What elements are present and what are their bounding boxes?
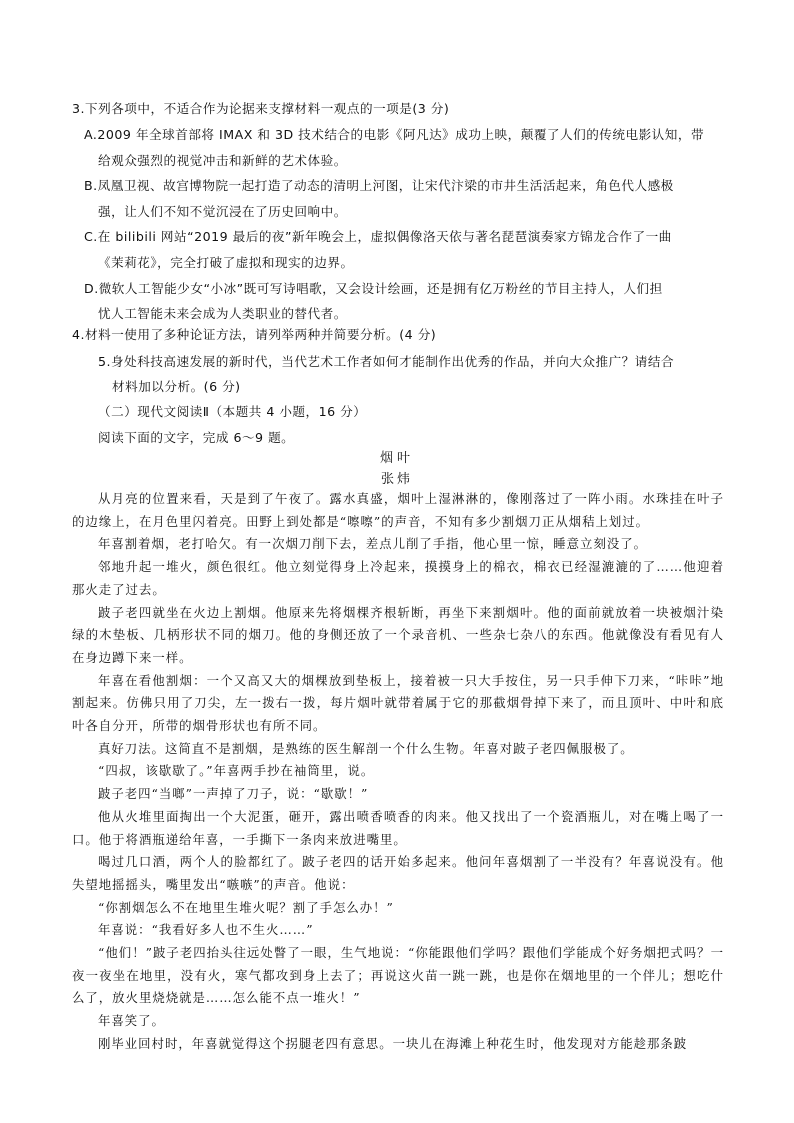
story-paragraph: 从月亮的位置来看，天是到了午夜了。露水真盛，烟叶上湿淋淋的，像刚落过了一阵小雨。水珠挂在叶子的边缘上，在月色里闪着亮。田野上到处都是“嚓嚓”的声音，不知有多少割烟刀正从烟秸上划过。 [72, 491, 724, 529]
story-dialogue: “你割烟怎么不在地里生堆火呢？割了手怎么办！” [98, 899, 394, 915]
question-3-option-b-continued: 强，让人们不知不觉沉浸在了历史回响中。 [98, 204, 347, 219]
story-paragraph: 喝过几口酒，两个人的脸都红了。跛子老四的话开始多起来。他问年喜烟割了一半没有？年喜说没有。他失望地摇摇头，嘴里发出“嗾嗾”的声音。他说： [72, 854, 724, 892]
story-paragraph: 年喜笑了。 [98, 1013, 165, 1029]
question-4: 4.材料一使用了多种论证方法，请列举两种并简要分析。(4 分) [72, 327, 437, 342]
story-body [72, 488, 724, 1056]
question-3-option-a-continued: 给观众强烈的视觉冲击和新鲜的艺术体验。 [98, 153, 347, 168]
reading-instruction: 阅读下面的文字，完成 6～9 题。 [98, 430, 295, 445]
story-title: 烟叶 [379, 451, 414, 466]
story-paragraph: 年喜割着烟，老打哈欠。有一次烟刀削下去，差点儿削了手指，他心里一惊，睡意立刻没了。 [98, 536, 648, 552]
story-author: 张炜 [380, 472, 413, 487]
question-3-stem: 3.下列各项中，不适合作为论据来支撑材料一观点的一项是(3 分) [72, 101, 450, 116]
question-5: 5.身处科技高速发展的新时代，当代艺术工作者如何才能制作出优秀的作品，并向大众推广？请结合 [98, 354, 675, 369]
question-3-option-d: D.微软人工智能少女“小冰”既可写诗唱歌，又会设计绘画，还是拥有亿万粉丝的节目主持人，人们担 [84, 281, 663, 296]
question-3-option-b: B.凤凰卫视、故宫博物院一起打造了动态的清明上河图，让宋代汴梁的市井生活活起来，角色代人感极 [84, 178, 674, 193]
question-3-option-a: A.2009 年全球首部将 IMAX 和 3D 技术结合的电影《阿凡达》成功上映，颠覆了人们的传统电影认知，带 [84, 127, 705, 142]
story-paragraph: 他从火堆里面掏出一个大泥蛋，砸开，露出喷香喷香的肉来。他又找出了一个瓷酒瓶儿，对在嘴上喝了一口。他于将酒瓶递给年喜，一手撕下一条肉来放进嘴里。 [72, 808, 724, 847]
question-5-continued: 材料加以分析。(6 分) [112, 379, 241, 394]
story-paragraph: 真好刀法。这简直不是割烟，是熟练的医生解剖一个什么生物。年喜对跛子老四佩服极了。 [98, 740, 634, 756]
story-paragraph: 跛子老四就坐在火边上割烟。他原来先将烟棵齐根斩断，再坐下来割烟叶。他的面前就放着一块被烟汁染绿的木垫板、几柄形状不同的烟刀。他的身侧还放了一个录音机、一些杂七杂八的东西。他就像没有看见有人在身边蹲下来一样。 [72, 604, 724, 665]
story-dialogue: “他们！”跛子老四抬头往远处瞥了一眼，生气地说：“你能跟他们学吗？跟他们学能成个好务烟把式吗？一夜一夜坐在地里，没有火，寒气都攻到身上去了；再说这火苗一跳一跳，也是你在烟地里的一个伴儿；想吃什么了，放火里烧烧就是……怎么能不点一堆火！” [72, 945, 724, 1006]
question-3-option-d-continued: 忧人工智能未来会成为人类职业的替代者。 [98, 306, 347, 321]
story-dialogue: “四叔，该歇歇了。”年喜两手抄在袖筒里，说。 [98, 763, 375, 779]
story-paragraph: 年喜在看他割烟：一个又高又大的烟棵放到垫板上，接着被一只大手按住，另一只手伸下刀来，“咔咔”地割起来。仿佛只用了刀尖，左一拨右一拨，每片烟叶就带着属于它的那截烟骨掉下来了，而且顶叶、中叶和底叶各自分开，所带的烟骨形状也有所不同。 [72, 672, 724, 734]
question-3-option-c-continued: 《茉莉花》，完全打破了虚拟和现实的边界。 [98, 255, 354, 270]
story-dialogue: 年喜说：“我看好多人也不生火……” [98, 922, 314, 938]
story-paragraph: 刚毕业回村时，年喜就觉得这个拐腿老四有意思。一块儿在海滩上种花生时，他发现对方能趁那条跛 [98, 1035, 688, 1051]
story-paragraph: 跛子老四“当啷”一声掉了刀子，说：“歇歇！” [98, 786, 369, 802]
question-3-option-c: C.在 bilibili 网站“2019 最后的夜”新年晚会上，虚拟偶像洛天依与著名琵琶演奏家方锦龙合作了一曲 [84, 229, 672, 244]
story-paragraph: 邻地升起一堆火，颜色很红。他立刻觉得身上冷起来，摸摸身上的棉衣，棉衣已经湿漉漉的了……他迎着那火走了过去。 [72, 559, 724, 597]
section-heading: （二）现代文阅读Ⅱ（本题共 4 小题，16 分） [98, 404, 367, 419]
